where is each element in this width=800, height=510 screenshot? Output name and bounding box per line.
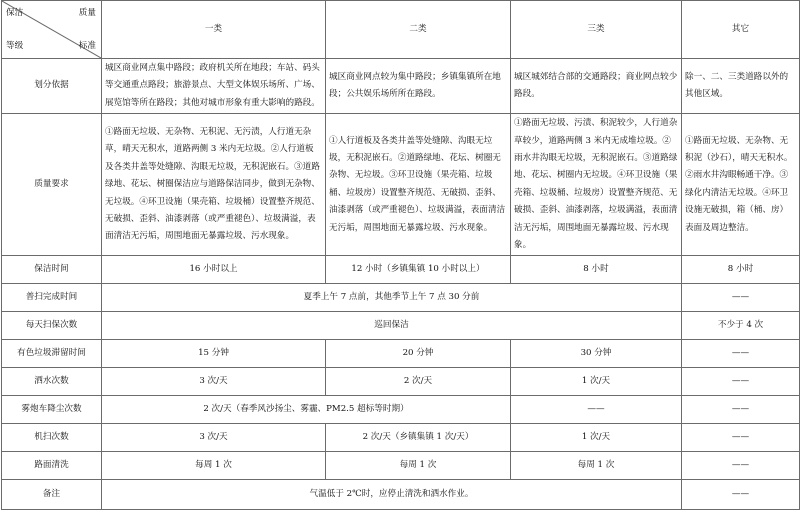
cell-fog-other: —— <box>682 396 800 424</box>
cell-sweep-other: —— <box>682 284 800 312</box>
cell-note-other: —— <box>682 480 800 510</box>
row-label: 质量要求 <box>2 114 102 256</box>
cell-water-other: —— <box>682 368 800 396</box>
table-row-sweep <box>2 284 800 312</box>
table-row-note <box>2 480 800 510</box>
cell-water-class3: 1 次/天 <box>511 368 682 396</box>
corner-top-left: 保洁 <box>6 8 24 18</box>
cell-garbage-class1: 15 分钟 <box>102 340 326 368</box>
cell-garbage-other: —— <box>682 340 800 368</box>
cell-time-class3: 8 小时 <box>511 256 682 284</box>
cell-machine-class2: 2 次/天（乡镇集镇 1 次/天） <box>326 424 511 452</box>
cell-fog-class3: —— <box>511 396 682 424</box>
cell-time-class1: 16 小时以上 <box>102 256 326 284</box>
cell-machine-class1: 3 次/天 <box>102 424 326 452</box>
table-row-basis <box>2 59 800 114</box>
cell-wash-other: —— <box>682 452 800 480</box>
header-col-other: 其它 <box>682 1 800 59</box>
cell-basis-class1: 城区商业网点集中路段；政府机关所在地段；车站、码头等交通重点路段；旅游景点、大型文体娱乐场所、广场、展览馆等所在路段；其他对城市形象有重大影响的路段。 <box>102 59 326 114</box>
cell-basis-class3: 城区城郊结合部的交通路段；商业网点较少路段。 <box>511 59 682 114</box>
row-label: 洒水次数 <box>2 368 102 396</box>
row-label: 机扫次数 <box>2 424 102 452</box>
cell-wash-class2: 每周 1 次 <box>326 452 511 480</box>
header-row <box>2 1 800 59</box>
table-row-requirements <box>2 114 800 256</box>
cell-water-class2: 2 次/天 <box>326 368 511 396</box>
cell-time-other: 8 小时 <box>682 256 800 284</box>
header-corner-cell <box>2 1 102 59</box>
cell-garbage-class3: 30 分钟 <box>511 340 682 368</box>
table-row-time <box>2 256 800 284</box>
cell-wash-class1: 每周 1 次 <box>102 452 326 480</box>
table-row-fog <box>2 396 800 424</box>
cell-wash-class3: 每周 1 次 <box>511 452 682 480</box>
cell-machine-class3: 1 次/天 <box>511 424 682 452</box>
row-label: 雾炮车降尘次数 <box>2 396 102 424</box>
table-row-water <box>2 368 800 396</box>
row-label: 每天扫保次数 <box>2 312 102 340</box>
row-label: 划分依据 <box>2 59 102 114</box>
cell-sweep-merged: 夏季上午 7 点前，其他季节上午 7 点 30 分前 <box>102 284 682 312</box>
table-row-garbage <box>2 340 800 368</box>
row-label: 保洁时间 <box>2 256 102 284</box>
cell-time-class2: 12 小时（乡镇集镇 10 小时以上） <box>326 256 511 284</box>
header-col-class3: 三类 <box>511 1 682 59</box>
cell-fog-merged: 2 次/天（春季风沙扬尘、雾霾、PM2.5 超标等时期） <box>102 396 511 424</box>
row-label: 普扫完成时间 <box>2 284 102 312</box>
cell-req-class1: ①路面无垃圾、无杂物、无积泥、无污渍，人行道无杂草，晴天无积水，道路两侧 3 米内无垃圾。②人行道板及各类井盖等处缝隙、沟眼无垃圾，无积泥嵌石。③道路绿地、花坛、树圈保洁应与道路保洁同步，做到无杂物、无垃圾。④环卫设施（果壳箱、垃圾桶）设置整齐规范、无破损、歪斜、油漆剥落（或严重褪色）、垃圾满溢，表面清洁无污垢，周围地面无暴露垃圾、污水现象。 <box>102 114 326 256</box>
row-label: 有色垃圾滞留时间 <box>2 340 102 368</box>
table-row-wash <box>2 452 800 480</box>
row-label: 备注 <box>2 480 102 510</box>
cell-water-class1: 3 次/天 <box>102 368 326 396</box>
table-row-daily <box>2 312 800 340</box>
cell-machine-other: —— <box>682 424 800 452</box>
header-col-class2: 二类 <box>326 1 511 59</box>
cell-req-class2: ①人行道板及各类井盖等处缝隙、沟眼无垃圾，无积泥嵌石。②道路绿地、花坛、树圈无杂物、无垃圾。③环卫设施（果壳箱、垃圾桶、垃圾房）设置整齐规范、无破损、歪斜、油漆剥落（或严重褪色）、垃圾满溢，表面清洁无污垢，周围地面无暴露垃圾、污水现象。 <box>326 114 511 256</box>
corner-bottom-left: 等级 <box>6 41 24 51</box>
header-col-class1: 一类 <box>102 1 326 59</box>
cleaning-standards-table <box>1 0 800 510</box>
cell-daily-merged: 巡回保洁 <box>102 312 682 340</box>
table-row-machine <box>2 424 800 452</box>
corner-top-right: 质量 <box>78 8 96 18</box>
cell-daily-other: 不少于 4 次 <box>682 312 800 340</box>
cell-basis-other: 除一、二、三类道路以外的其他区域。 <box>682 59 800 114</box>
cell-req-class3: ①路面无垃圾、污渍、积泥较少，人行道杂草较少，道路两侧 3 米内无成堆垃圾。②雨水井沟眼无垃圾，无积泥嵌石。③道路绿地、花坛、树圈内无垃圾。④环卫设施（果壳箱、垃圾桶、垃圾房）设置整齐规范、无破损、歪斜、油漆剥落，垃圾满溢，表面清洁无污垢，周围地面无暴露垃圾、污水现象。 <box>511 114 682 256</box>
cell-note-merged: 气温低于 2℃时，应停止清洗和洒水作业。 <box>102 480 682 510</box>
cell-basis-class2: 城区商业网点较为集中路段；乡镇集镇所在地段；公共娱乐场所所在路段。 <box>326 59 511 114</box>
row-label: 路面清洗 <box>2 452 102 480</box>
cell-garbage-class2: 20 分钟 <box>326 340 511 368</box>
corner-bottom-right: 标准 <box>78 41 96 51</box>
cell-req-other: ①路面无垃圾、无杂物、无积泥（沙石），晴天无积水。②雨水井沟眼畅通干净。③绿化内清洁无垃圾。④环卫设施无破损，箱（桶、房）表面及周边整洁。 <box>682 114 800 256</box>
